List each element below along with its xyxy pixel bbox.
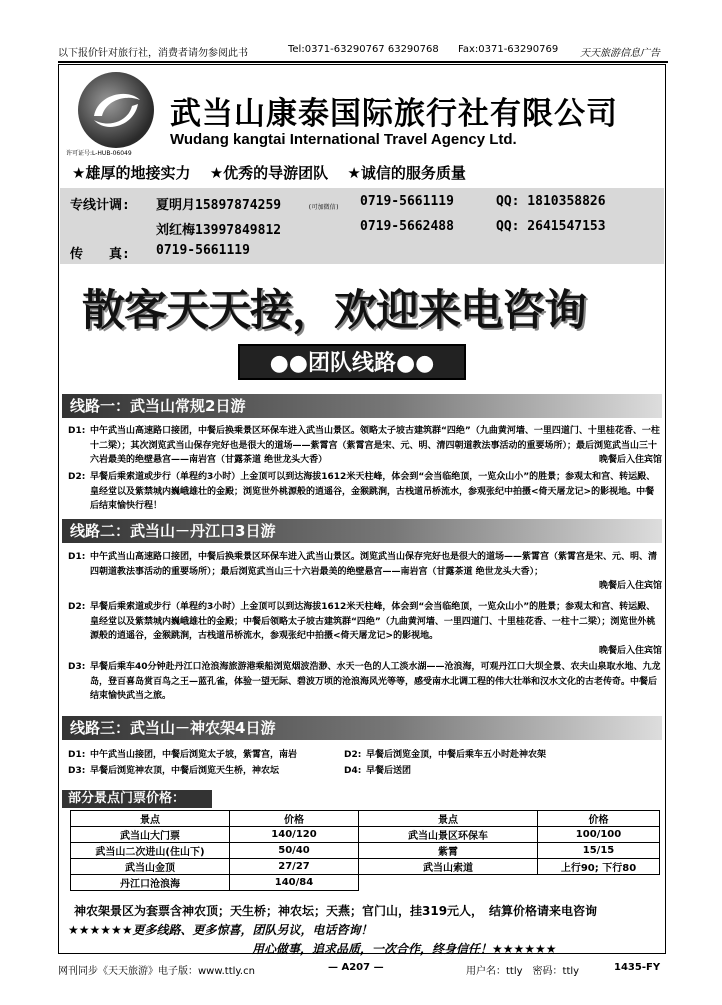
slogan-2: ★优秀的导游团队 — [209, 164, 329, 182]
footer-code: 1435-FY — [614, 962, 661, 973]
company-name-en: Wudang kangtai International Travel Agency Ltd. — [170, 131, 517, 148]
day-end: 晚餐后入住宾馆 — [598, 645, 662, 656]
contact-person-1: 夏明月15897874259 — [156, 198, 282, 213]
team-routes-title: ●●团队线路●● — [238, 344, 466, 380]
footer-credentials: 用户名：ttly 密码：ttly — [466, 966, 580, 977]
header-tel: Tel:0371-63290767 63290768 — [288, 44, 439, 55]
cell: 140/120 — [230, 827, 359, 843]
route-2-day-3 — [68, 660, 662, 704]
table-row — [71, 859, 660, 875]
header-fax: Fax:0371-63290769 — [458, 44, 559, 55]
package-note: 神农架景区为套票含神农顶；天生桥；神农坛；天燕；官门山，挂319元人， 结算价格请来电咨询 — [74, 904, 598, 918]
contact-tel-1: 0719-5661119 — [360, 194, 454, 209]
route-2-day-1 — [68, 550, 662, 594]
top-rule — [58, 61, 668, 63]
day-label: D1: — [68, 552, 86, 562]
day-text: 中午武当山接团，中餐后浏览太子坡，紫霄宫，南岩 — [90, 750, 298, 760]
footer — [58, 960, 668, 976]
hero-banner — [78, 273, 658, 337]
contact-box — [60, 188, 664, 264]
price-title: 部分景点门票价格： — [62, 790, 212, 808]
cell: 武当山大门票 — [71, 827, 230, 843]
day-text: 中午武当山高速路口接团，中餐后换乘景区环保车进入武当山景区。领略太子坡古建筑群“四绝”（九曲黄河墙、一里四道门、十里桂花香、一柱十二梁）；其次浏览武当山保存完好也是很大的道场——紫霄宫（紫霄宫是宋、元、明、清四朝道教法事活动的重要场所）；最后浏览武当山三十六岩最美的绝壁悬宫——南岩宫（甘露茶道 绝世龙头大香） — [90, 426, 660, 465]
day-text: 早餐后乘车40分钟赴丹江口沧浪海旅游港乘船浏览烟波浩渺、水天一色的人工淡水湖——沧浪海，可观丹江口大坝全景、农夫山泉取水地、九龙岛，登百喜岛赏百鸟之王—蓝孔雀，体验一望无际、碧波万顷的沧浪海风光等等，感受南水北调工程的伟大壮举和汉水文化的古老传奇。中餐后结束愉快武当之旅。 — [90, 662, 661, 701]
contact-label: 专线计调: — [70, 198, 130, 213]
day-label: D2: — [68, 472, 86, 482]
top-bar — [58, 42, 668, 58]
day-text: 中午武当山高速路口接团，中餐后换乘景区环保车进入武当山景区。浏览武当山保存完好也是很大的道场——紫霄宫（紫霄宫是宋、元、明、清四朝道教法事活动的重要场所）；最后浏览武当山三十六岩最美的绝壁悬宫——南岩宫（甘露茶道 绝世龙头大香）； — [90, 552, 658, 577]
day-text: 早餐后浏览神农顶，中餐后浏览天生桥，神农坛 — [90, 766, 280, 776]
cell — [538, 875, 660, 891]
day-label: D2: — [68, 602, 86, 612]
day-end: 晚餐后入住宾馆 — [598, 455, 662, 465]
table-row — [71, 827, 660, 843]
notice-text: 以下报价针对旅行社，消费者请勿参阅此书 — [58, 48, 248, 59]
cell — [359, 875, 538, 891]
footer-website: 网刊同步《天天旅游》电子版：www.ttly.cn — [58, 966, 255, 977]
header-spot: 景点 — [71, 811, 230, 827]
table-row — [71, 843, 660, 859]
motto-2: 用心做事，追求品质，一次合作，终身信任！★★★★★★ — [252, 942, 557, 956]
motto-1: ★★★★★★更多线路、更多惊喜，团队另议，电话咨询！ — [68, 923, 373, 937]
fax-label: 传 真: — [70, 247, 130, 262]
company-logo-icon — [78, 72, 154, 148]
cell: 紫霄 — [359, 843, 538, 859]
route-1-day-2 — [68, 470, 662, 514]
contact-qq-2: QQ: 2641547153 — [496, 219, 606, 234]
cell: 上行90; 下行80 — [538, 859, 660, 875]
header-brand: 天天旅游信息广告 — [580, 48, 660, 59]
license-number: 许可证号:L-HUB-06049 — [66, 150, 132, 157]
footer-page-number: — A207 — — [328, 962, 384, 973]
route-3-day-4 — [344, 764, 654, 779]
cell: 武当山索道 — [359, 859, 538, 875]
wechat-note: (可加微信) — [308, 204, 340, 211]
route-3-day-1 — [68, 748, 348, 763]
day-label: D1: — [68, 426, 86, 436]
contact-person-2: 刘红梅13997849812 — [156, 223, 282, 238]
cell: 100/100 — [538, 827, 660, 843]
route-2-day-2 — [68, 600, 662, 658]
header-price-2: 价格 — [538, 811, 660, 827]
fax-number: 0719-5661119 — [156, 243, 250, 258]
day-text: 早餐后浏览金顶，中餐后乘车五小时赴神农架 — [366, 750, 547, 760]
slogan-3: ★诚信的服务质量 — [347, 164, 466, 182]
cell: 27/27 — [230, 859, 359, 875]
hero-text: 散客天天接，欢迎来电咨询 — [82, 286, 586, 336]
cell: 50/40 — [230, 843, 359, 859]
day-text: 早餐后乘索道或步行（单程约3小时）上金顶可以到达海拔1612米天柱峰，体会到“会当临绝顶，一览众山小”的胜景；参观太和宫、转运殿、皇经堂以及紫禁城内巍峨雄壮的金殿；中餐后领略太子坡古建筑群“四绝”（九曲黄河墙、一里四道门、十里桂花香、一柱十二梁）；浏览世外桃源般的逍遥谷，金猴跳涧，古栈道吊桥流水，参观张纪中拍摄<倚天屠龙记>的影视地。 — [90, 602, 656, 641]
contact-qq-1: QQ: 1810358826 — [496, 194, 606, 209]
day-text: 早餐后送团 — [366, 766, 412, 776]
route-1-day-1 — [68, 424, 662, 468]
header-price: 价格 — [230, 811, 359, 827]
day-label: D1: — [68, 750, 86, 760]
cell: 140/84 — [230, 875, 359, 891]
swirl-icon — [88, 86, 144, 134]
company-name-cn: 武当山康泰国际旅行社有限公司 — [170, 96, 618, 132]
cell: 武当山二次进山(住山下) — [71, 843, 230, 859]
header-spot-2: 景点 — [359, 811, 538, 827]
price-header-row — [71, 811, 660, 827]
day-label: D3: — [68, 662, 86, 672]
day-label: D4: — [344, 766, 362, 776]
cell: 15/15 — [538, 843, 660, 859]
route-3-day-3 — [68, 764, 348, 779]
cell: 武当山金顶 — [71, 859, 230, 875]
slogans — [72, 162, 480, 183]
day-text: 早餐后乘索道或步行（单程约3小时）上金顶可以到达海拔1612米天柱峰，体会到“会当临绝顶，一览众山小”的胜景；参观太和宫、转运殿、皇经堂以及紫禁城内巍峨雄壮的金殿；浏览世外桃源般的逍遥谷，金猴跳涧，古栈道吊桥流水，参观张纪中拍摄<倚天屠龙记>的影视地。中餐后结束愉快行程！ — [90, 472, 656, 511]
day-end: 晚餐后入住宾馆 — [598, 581, 662, 591]
table-row — [71, 875, 660, 891]
route-2-title: 线路二：武当山－丹江口3日游 — [62, 519, 662, 543]
route-3-title: 线路三：武当山－神农架4日游 — [62, 716, 662, 740]
route-3-day-2 — [344, 748, 654, 763]
price-table — [70, 810, 660, 891]
route-1-title: 线路一：武当山常规2日游 — [62, 394, 662, 418]
day-label: D3: — [68, 766, 86, 776]
cell: 武当山景区环保车 — [359, 827, 538, 843]
slogan-1: ★雄厚的地接实力 — [72, 164, 191, 182]
day-label: D2: — [344, 750, 362, 760]
contact-tel-2: 0719-5662488 — [360, 219, 454, 234]
cell: 丹江口沧浪海 — [71, 875, 230, 891]
